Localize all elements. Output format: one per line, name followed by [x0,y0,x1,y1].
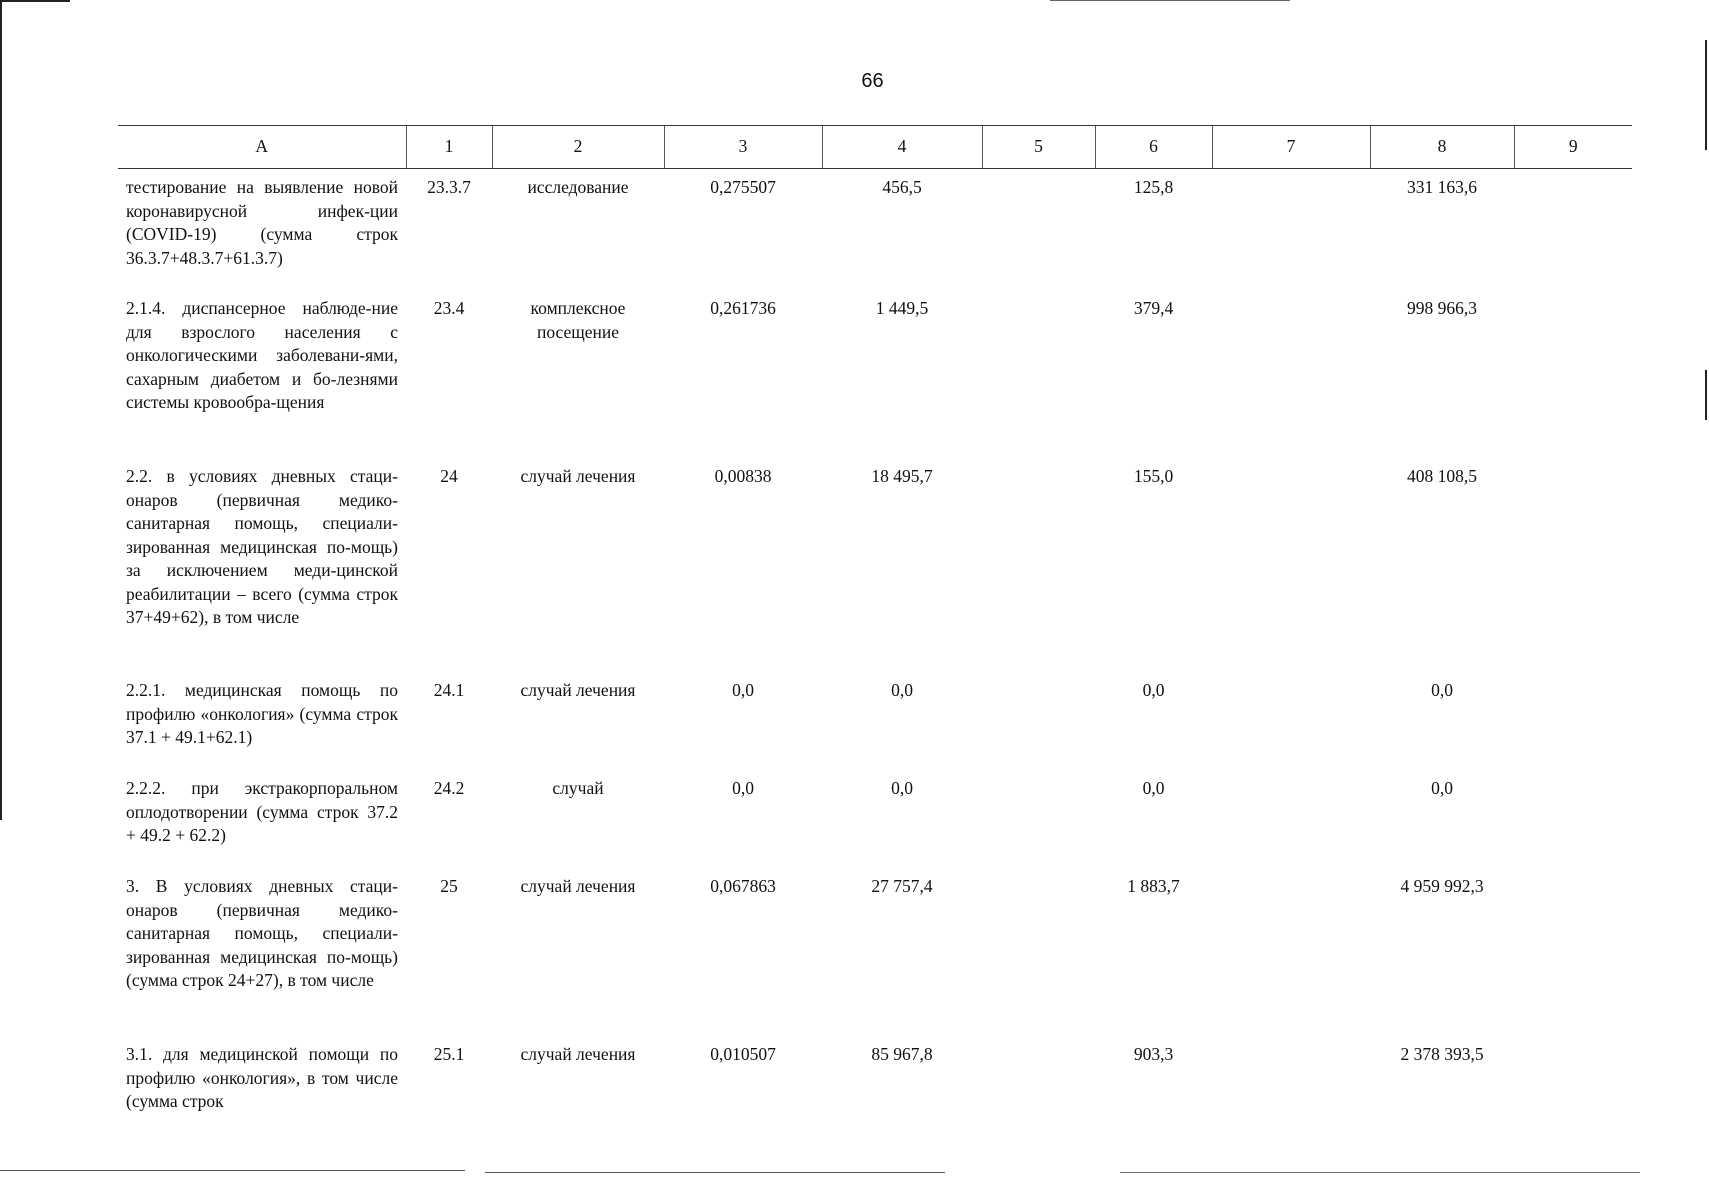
table-row [118,458,1632,672]
row-line-number: 24 [440,466,458,486]
row-per-capita: 1 883,7 [1127,876,1180,896]
scan-border-bottom-2 [485,1172,945,1173]
row-total: 0,0 [1431,680,1453,700]
scan-border-right-2 [1705,370,1707,420]
scan-border-top-right [1050,0,1290,1]
row-per-capita: 155,0 [1133,466,1174,486]
table-row [118,169,1632,291]
row-col-5 [982,169,1095,291]
row-col-5 [982,458,1095,672]
row-unit: исследование [527,177,629,197]
row-description: тестирование на выявление новой коронавирусной инфек-ции (COVID-19) (сумма строк 36.3.7+48.3.7+61.3.7) [126,177,398,268]
header-col-6: 6 [1095,126,1212,169]
row-unit: случай лечения [520,1044,636,1064]
row-unit: случай [552,778,604,798]
row-description: 2.2.1. медицинская помощь по профилю «онкология» (сумма строк 37.1 + 49.1+62.1) [126,680,398,747]
row-col-7 [1212,458,1370,672]
row-col-7 [1212,770,1370,868]
row-line-number: 25 [440,876,458,896]
scan-border-left [0,0,2,820]
row-description: 2.2.2. при экстракорпоральном оплодотворении (сумма строк 37.2 + 49.2 + 62.2) [126,778,398,845]
header-col-7: 7 [1212,126,1370,169]
row-volume: 0,067863 [710,876,776,896]
row-per-capita: 125,8 [1133,177,1174,197]
row-col-7 [1212,169,1370,291]
row-description: 2.1.4. диспансерное наблюде-ние для взрослого населения с онкологическими заболевани-ями, сахарным диабетом и бо-лезнями системы кровообра-щения [126,298,398,412]
scan-border-right [1705,40,1707,150]
header-col-4: 4 [822,126,982,169]
row-col-5 [982,672,1095,770]
header-col-5: 5 [982,126,1095,169]
row-total: 4 959 992,3 [1400,876,1484,896]
row-per-capita: 903,3 [1133,1044,1174,1064]
row-col-5 [982,1036,1095,1123]
row-volume: 0,275507 [710,177,776,197]
header-col-2: 2 [492,126,664,169]
table-row [118,868,1632,1036]
row-line-number: 24.1 [433,680,465,700]
row-col-7 [1212,290,1370,458]
row-col-9 [1514,672,1632,770]
row-total: 998 966,3 [1407,298,1477,318]
row-line-number: 25.1 [433,1044,465,1064]
table-row [118,672,1632,770]
header-col-a: А [118,126,406,169]
row-col-5 [982,770,1095,868]
row-unit: случай лечения [520,876,636,896]
row-cost: 18 495,7 [871,466,933,486]
row-col-9 [1514,290,1632,458]
table-row [118,290,1632,458]
row-volume: 0,00838 [714,466,772,486]
header-col-9: 9 [1514,126,1632,169]
header-col-3: 3 [664,126,822,169]
row-col-7 [1212,868,1370,1036]
row-description: 3.1. для медицинской помощи по профилю «онкология», в том числе (сумма строк [126,1044,398,1111]
table-row [118,770,1632,868]
row-cost: 27 757,4 [871,876,933,896]
page-number: 66 [861,70,884,92]
row-unit: комплексное посещение [530,298,626,342]
row-line-number: 24.2 [433,778,465,798]
row-per-capita: 0,0 [1142,680,1165,700]
row-total: 0,0 [1431,778,1453,798]
table-row [118,1036,1632,1123]
row-col-5 [982,868,1095,1036]
row-volume: 0,0 [732,778,754,798]
row-unit: случай лечения [520,680,636,700]
row-line-number: 23.3.7 [427,177,471,197]
data-table [118,125,1632,1123]
header-col-8: 8 [1370,126,1514,169]
row-cost: 456,5 [882,177,922,197]
row-col-9 [1514,169,1632,291]
row-total: 331 163,6 [1407,177,1477,197]
row-col-9 [1514,868,1632,1036]
row-volume: 0,0 [732,680,754,700]
row-col-7 [1212,672,1370,770]
row-col-5 [982,290,1095,458]
row-col-9 [1514,458,1632,672]
row-col-7 [1212,1036,1370,1123]
row-unit: случай лечения [520,466,636,486]
row-col-9 [1514,770,1632,868]
row-description: 3. В условиях дневных стаци-онаров (первичная медико-санитарная помощь, специали-зированная медицинская по-мощь) (сумма строк 24+27), в том числе [126,876,398,990]
scan-border-top [0,0,70,2]
scan-border-bottom [0,1170,465,1171]
header-row [118,126,1632,169]
row-per-capita: 379,4 [1133,298,1174,318]
row-total: 408 108,5 [1407,466,1477,486]
header-col-1: 1 [406,126,492,169]
row-cost: 1 449,5 [875,298,929,318]
row-volume: 0,261736 [710,298,776,318]
row-total: 2 378 393,5 [1400,1044,1484,1064]
row-cost: 85 967,8 [871,1044,933,1064]
scan-border-bottom-3 [1120,1172,1640,1173]
row-per-capita: 0,0 [1142,778,1165,798]
row-volume: 0,010507 [710,1044,776,1064]
row-line-number: 23.4 [433,298,465,318]
row-cost: 0,0 [891,778,913,798]
row-description: 2.2. в условиях дневных стаци-онаров (первичная медико-санитарная помощь, специали-зированная медицинская по-мощь) за исключением меди-цинской реабилитации – всего (сумма строк 37+49+62), в том числе [126,466,398,627]
row-col-9 [1514,1036,1632,1123]
row-cost: 0,0 [891,680,913,700]
